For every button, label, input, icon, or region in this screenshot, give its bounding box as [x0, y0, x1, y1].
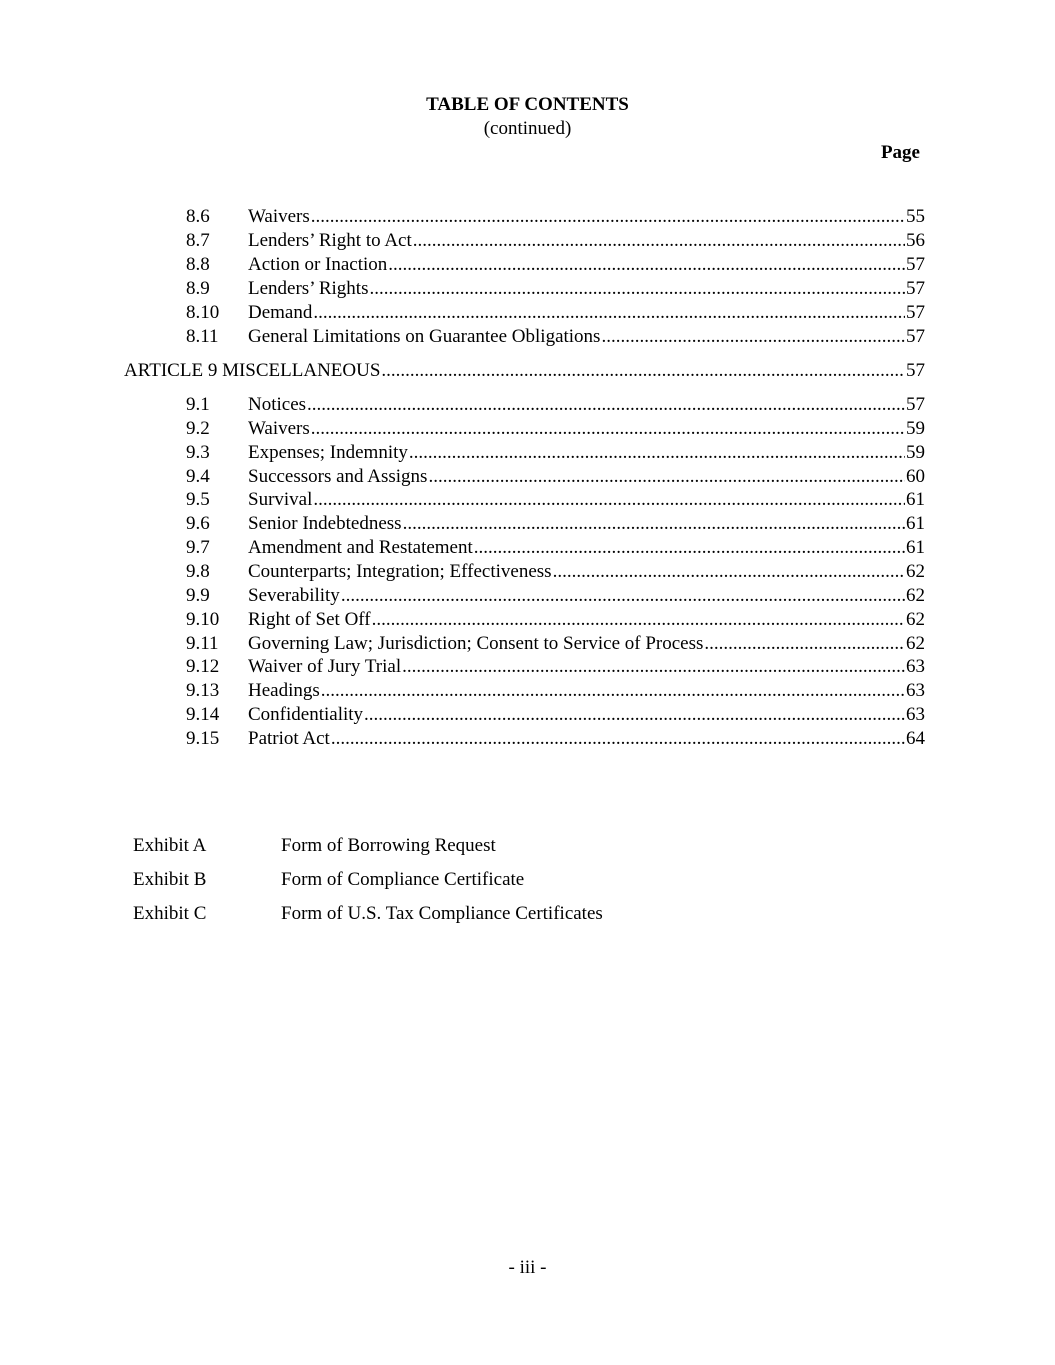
section-number: 9.8 — [186, 560, 210, 582]
section-title: Governing Law; Jurisdiction; Consent to Service of Process — [248, 632, 704, 654]
exhibit-title: Form of Compliance Certificate — [281, 869, 525, 890]
section-number: 9.12 — [186, 656, 220, 678]
section-title: Patriot Act — [248, 727, 330, 749]
toc-section-entry[interactable] — [186, 608, 925, 632]
section-number: 9.9 — [186, 584, 210, 606]
section-title: Severability — [248, 584, 340, 606]
dot-leader — [321, 679, 905, 703]
section-title: Demand — [248, 302, 313, 323]
page-number-ref: 62 — [906, 584, 925, 606]
toc-section-entry[interactable] — [186, 417, 925, 441]
section-number: 8.8 — [186, 254, 210, 275]
section-number: 8.10 — [186, 302, 220, 323]
section-number: 9.6 — [186, 513, 210, 535]
dot-leader — [704, 632, 905, 656]
toc-section-entry[interactable] — [186, 441, 925, 465]
section-title: ARTICLE 9 MISCELLANEOUS — [124, 360, 381, 381]
page-number-ref: 62 — [906, 560, 925, 582]
section-title: Amendment and Restatement — [248, 537, 473, 559]
page-number-ref: 63 — [906, 656, 925, 678]
dot-leader — [307, 393, 905, 417]
toc-subtitle: (continued) — [483, 118, 572, 139]
toc-section-entry[interactable] — [186, 488, 925, 512]
section-title: Survival — [248, 489, 313, 511]
toc-section-entry[interactable] — [186, 703, 925, 727]
section-title: Lenders’ Right to Act — [248, 230, 412, 251]
dot-leader — [313, 488, 905, 512]
section-title: Counterparts; Integration; Effectiveness — [248, 560, 552, 582]
section-title: Action or Inaction — [248, 254, 388, 275]
dot-leader — [370, 277, 906, 301]
dot-leader — [331, 727, 905, 751]
dot-leader — [413, 229, 905, 253]
section-number: 8.6 — [186, 206, 210, 227]
section-title: Notices — [248, 394, 307, 415]
section-number: 9.4 — [186, 465, 210, 487]
toc-section-entry[interactable] — [186, 301, 925, 325]
toc-section-entry[interactable] — [186, 393, 925, 417]
dot-leader — [553, 560, 905, 584]
toc-section-entry[interactable] — [186, 512, 925, 536]
dot-leader — [409, 441, 905, 465]
exhibit-title: Form of Borrowing Request — [281, 835, 496, 856]
page-number: - iii - — [508, 1257, 547, 1278]
toc-section-entry[interactable] — [186, 584, 925, 608]
toc-section-entry[interactable] — [186, 679, 925, 703]
toc-section-entry[interactable] — [186, 632, 925, 656]
exhibit-id: Exhibit A — [133, 835, 207, 856]
toc-section-entry[interactable] — [186, 277, 925, 301]
dot-leader — [311, 205, 905, 229]
exhibit-id: Exhibit C — [133, 903, 207, 924]
toc-section-entry[interactable] — [186, 560, 925, 584]
section-number: 9.7 — [186, 537, 210, 559]
page-number-ref: 57 — [906, 254, 925, 275]
dot-leader — [381, 359, 905, 383]
section-number: 9.13 — [186, 680, 220, 702]
toc-section-entry[interactable] — [186, 727, 925, 751]
dot-leader — [403, 512, 905, 536]
section-number: 9.3 — [186, 441, 210, 463]
section-number: 8.7 — [186, 230, 210, 251]
dot-leader — [388, 253, 905, 277]
dot-leader — [474, 536, 905, 560]
page-number-ref: 57 — [906, 278, 925, 299]
section-number: 9.1 — [186, 394, 210, 415]
section-title: Waivers — [248, 417, 310, 439]
toc-section-entry[interactable] — [186, 655, 925, 679]
page-column-label: Page — [880, 142, 920, 163]
page-number-ref: 57 — [906, 394, 925, 415]
section-title: Confidentiality — [248, 704, 364, 726]
page-number-ref: 62 — [906, 632, 925, 654]
toc-article-entry[interactable] — [124, 359, 925, 383]
page-number-ref: 61 — [906, 489, 925, 511]
dot-leader — [311, 417, 905, 441]
section-number: 9.2 — [186, 417, 210, 439]
dot-leader — [601, 325, 905, 349]
page-number-ref: 55 — [906, 206, 925, 227]
section-title: Waiver of Jury Trial — [248, 656, 402, 678]
dot-leader — [341, 584, 905, 608]
section-number: 8.11 — [186, 326, 219, 347]
section-number: 9.5 — [186, 489, 210, 511]
page-number-ref: 64 — [906, 727, 925, 749]
toc-section-entry[interactable] — [186, 205, 925, 229]
page-number-ref: 59 — [906, 417, 925, 439]
toc-section-entry[interactable] — [186, 229, 925, 253]
page-number-ref: 60 — [906, 465, 925, 487]
dot-leader — [364, 703, 905, 727]
section-number: 8.9 — [186, 278, 210, 299]
page-number-ref: 59 — [906, 441, 925, 463]
dot-leader — [428, 465, 905, 489]
exhibit-title: Form of U.S. Tax Compliance Certificates — [281, 903, 603, 924]
page-number-ref: 62 — [906, 608, 925, 630]
dot-leader — [372, 608, 905, 632]
toc-section-entry[interactable] — [186, 325, 925, 349]
toc-section-entry[interactable] — [186, 536, 925, 560]
section-title: General Limitations on Guarantee Obligations — [248, 326, 601, 347]
section-title: Right of Set Off — [248, 608, 371, 630]
toc-title: TABLE OF CONTENTS — [426, 94, 629, 115]
toc-section-entry[interactable] — [186, 465, 925, 489]
section-title: Headings — [248, 680, 320, 702]
page-number-ref: 61 — [906, 537, 925, 559]
page-number-ref: 63 — [906, 680, 925, 702]
exhibit-id: Exhibit B — [133, 869, 207, 890]
page-number-ref: 56 — [906, 230, 925, 251]
section-title: Successors and Assigns — [248, 465, 428, 487]
page-number-ref: 57 — [906, 302, 925, 323]
section-title: Waivers — [248, 206, 310, 227]
section-title: Senior Indebtedness — [248, 513, 402, 535]
page-number-ref: 61 — [906, 513, 925, 535]
page-number-ref: 57 — [906, 360, 925, 381]
section-number: 9.10 — [186, 608, 220, 630]
section-number: 9.11 — [186, 632, 219, 654]
section-title: Lenders’ Rights — [248, 278, 369, 299]
dot-leader — [402, 655, 905, 679]
section-number: 9.14 — [186, 704, 220, 726]
section-number: 9.15 — [186, 727, 220, 749]
page-number-ref: 57 — [906, 326, 925, 347]
toc-section-entry[interactable] — [186, 253, 925, 277]
page-number-ref: 63 — [906, 704, 925, 726]
dot-leader — [313, 301, 905, 325]
section-title: Expenses; Indemnity — [248, 441, 408, 463]
